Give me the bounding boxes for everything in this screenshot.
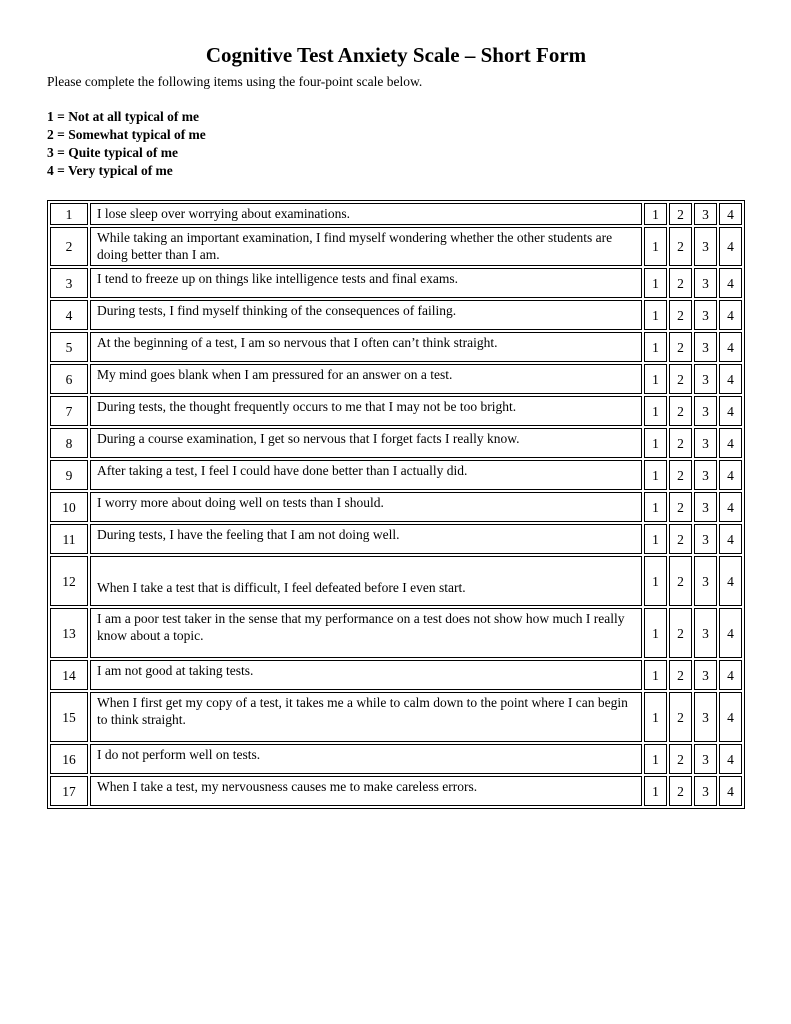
rating-option-3[interactable]: 3 bbox=[694, 744, 717, 774]
table-row bbox=[50, 428, 742, 458]
table-row bbox=[50, 268, 742, 298]
table-row bbox=[50, 776, 742, 806]
table-row bbox=[50, 492, 742, 522]
rating-option-2[interactable]: 2 bbox=[669, 608, 692, 658]
rating-option-1[interactable]: 1 bbox=[644, 460, 667, 490]
item-number: 6 bbox=[50, 364, 88, 394]
item-number: 4 bbox=[50, 300, 88, 330]
items-table bbox=[47, 200, 745, 809]
rating-option-3[interactable]: 3 bbox=[694, 364, 717, 394]
rating-option-4[interactable]: 4 bbox=[719, 268, 742, 298]
rating-option-4[interactable]: 4 bbox=[719, 556, 742, 606]
rating-option-4[interactable]: 4 bbox=[719, 300, 742, 330]
rating-option-4[interactable]: 4 bbox=[719, 460, 742, 490]
rating-option-1[interactable]: 1 bbox=[644, 268, 667, 298]
rating-option-2[interactable]: 2 bbox=[669, 332, 692, 362]
rating-option-3[interactable]: 3 bbox=[694, 556, 717, 606]
rating-option-3[interactable]: 3 bbox=[694, 332, 717, 362]
item-statement: During tests, I have the feeling that I am not doing well. bbox=[90, 524, 642, 554]
item-statement: At the beginning of a test, I am so nervous that I often can’t think straight. bbox=[90, 332, 642, 362]
rating-option-1[interactable]: 1 bbox=[644, 428, 667, 458]
rating-option-3[interactable]: 3 bbox=[694, 776, 717, 806]
rating-option-2[interactable]: 2 bbox=[669, 268, 692, 298]
rating-option-2[interactable]: 2 bbox=[669, 524, 692, 554]
rating-option-4[interactable]: 4 bbox=[719, 364, 742, 394]
rating-option-2[interactable]: 2 bbox=[669, 776, 692, 806]
item-statement: I am not good at taking tests. bbox=[90, 660, 642, 690]
scale-legend-item-1: 1 = Not at all typical of me bbox=[47, 109, 200, 124]
rating-option-4[interactable]: 4 bbox=[719, 492, 742, 522]
table-row bbox=[50, 660, 742, 690]
rating-option-3[interactable]: 3 bbox=[694, 428, 717, 458]
rating-option-3[interactable]: 3 bbox=[694, 396, 717, 426]
rating-option-1[interactable]: 1 bbox=[644, 692, 667, 742]
rating-option-2[interactable]: 2 bbox=[669, 460, 692, 490]
item-statement: After taking a test, I feel I could have done better than I actually did. bbox=[90, 460, 642, 490]
rating-option-2[interactable]: 2 bbox=[669, 744, 692, 774]
rating-option-1[interactable]: 1 bbox=[644, 744, 667, 774]
table-row bbox=[50, 332, 742, 362]
item-number: 16 bbox=[50, 744, 88, 774]
rating-option-3[interactable]: 3 bbox=[694, 608, 717, 658]
rating-option-3[interactable]: 3 bbox=[694, 203, 717, 225]
table-row bbox=[50, 300, 742, 330]
item-statement: When I take a test that is difficult, I feel defeated before I even start. bbox=[90, 556, 642, 606]
rating-option-1[interactable]: 1 bbox=[644, 332, 667, 362]
item-number: 12 bbox=[50, 556, 88, 606]
rating-option-1[interactable]: 1 bbox=[644, 203, 667, 225]
rating-option-3[interactable]: 3 bbox=[694, 660, 717, 690]
item-statement: While taking an important examination, I find myself wondering whether the other students are doing better than I am. bbox=[90, 227, 642, 266]
item-statement: When I first get my copy of a test, it takes me a while to calm down to the point where I can begin to think straight. bbox=[90, 692, 642, 742]
item-statement: I am a poor test taker in the sense that my performance on a test does not show how much I really know about a topic. bbox=[90, 608, 642, 658]
scale-legend-item-4: 4 = Very typical of me bbox=[47, 163, 173, 178]
rating-option-2[interactable]: 2 bbox=[669, 364, 692, 394]
rating-option-1[interactable]: 1 bbox=[644, 556, 667, 606]
item-statement: I lose sleep over worrying about examinations. bbox=[90, 203, 642, 225]
rating-option-2[interactable]: 2 bbox=[669, 300, 692, 330]
item-statement: When I take a test, my nervousness causes me to make careless errors. bbox=[90, 776, 642, 806]
table-row bbox=[50, 364, 742, 394]
item-number: 17 bbox=[50, 776, 88, 806]
rating-option-4[interactable]: 4 bbox=[719, 692, 742, 742]
item-statement: I worry more about doing well on tests than I should. bbox=[90, 492, 642, 522]
rating-option-1[interactable]: 1 bbox=[644, 660, 667, 690]
item-number: 8 bbox=[50, 428, 88, 458]
rating-option-4[interactable]: 4 bbox=[719, 396, 742, 426]
items-table-body bbox=[50, 203, 742, 806]
item-number: 2 bbox=[50, 227, 88, 266]
scale-legend-item-3: 3 = Quite typical of me bbox=[47, 145, 179, 160]
table-row bbox=[50, 203, 742, 225]
rating-option-1[interactable]: 1 bbox=[644, 776, 667, 806]
rating-option-4[interactable]: 4 bbox=[719, 776, 742, 806]
item-number: 7 bbox=[50, 396, 88, 426]
rating-option-4[interactable]: 4 bbox=[719, 203, 742, 225]
table-row bbox=[50, 692, 742, 742]
rating-option-2[interactable]: 2 bbox=[669, 227, 692, 266]
rating-option-2[interactable]: 2 bbox=[669, 428, 692, 458]
table-row bbox=[50, 608, 742, 658]
rating-option-1[interactable]: 1 bbox=[644, 396, 667, 426]
rating-option-1[interactable]: 1 bbox=[644, 227, 667, 266]
scale-legend-item-2: 2 = Somewhat typical of me bbox=[47, 127, 206, 142]
rating-option-2[interactable]: 2 bbox=[669, 203, 692, 225]
rating-option-4[interactable]: 4 bbox=[719, 524, 742, 554]
rating-option-1[interactable]: 1 bbox=[644, 300, 667, 330]
rating-option-4[interactable]: 4 bbox=[719, 744, 742, 774]
rating-option-1[interactable]: 1 bbox=[644, 492, 667, 522]
page-title: Cognitive Test Anxiety Scale – Short Form bbox=[205, 43, 587, 67]
rating-option-2[interactable]: 2 bbox=[669, 396, 692, 426]
rating-option-3[interactable]: 3 bbox=[694, 692, 717, 742]
table-row bbox=[50, 460, 742, 490]
item-number: 10 bbox=[50, 492, 88, 522]
item-statement: I tend to freeze up on things like intelligence tests and final exams. bbox=[90, 268, 642, 298]
rating-option-3[interactable]: 3 bbox=[694, 524, 717, 554]
rating-option-2[interactable]: 2 bbox=[669, 556, 692, 606]
rating-option-3[interactable]: 3 bbox=[694, 227, 717, 266]
rating-option-4[interactable]: 4 bbox=[719, 608, 742, 658]
rating-option-3[interactable]: 3 bbox=[694, 268, 717, 298]
item-statement: My mind goes blank when I am pressured for an answer on a test. bbox=[90, 364, 642, 394]
table-row bbox=[50, 396, 742, 426]
item-statement: During a course examination, I get so nervous that I forget facts I really know. bbox=[90, 428, 642, 458]
item-number: 14 bbox=[50, 660, 88, 690]
rating-option-2[interactable]: 2 bbox=[669, 492, 692, 522]
rating-option-4[interactable]: 4 bbox=[719, 227, 742, 266]
rating-option-3[interactable]: 3 bbox=[694, 492, 717, 522]
rating-option-4[interactable]: 4 bbox=[719, 428, 742, 458]
item-number: 1 bbox=[50, 203, 88, 225]
item-number: 15 bbox=[50, 692, 88, 742]
scale-legend bbox=[47, 108, 745, 180]
item-number: 3 bbox=[50, 268, 88, 298]
table-row bbox=[50, 744, 742, 774]
item-statement: During tests, I find myself thinking of the consequences of failing. bbox=[90, 300, 642, 330]
item-statement: I do not perform well on tests. bbox=[90, 744, 642, 774]
rating-option-4[interactable]: 4 bbox=[719, 660, 742, 690]
item-number: 5 bbox=[50, 332, 88, 362]
rating-option-1[interactable]: 1 bbox=[644, 608, 667, 658]
table-row bbox=[50, 227, 742, 266]
rating-option-1[interactable]: 1 bbox=[644, 364, 667, 394]
rating-option-3[interactable]: 3 bbox=[694, 460, 717, 490]
item-number: 13 bbox=[50, 608, 88, 658]
instructions-text: Please complete the following items using the four-point scale below. bbox=[47, 74, 423, 89]
table-row bbox=[50, 524, 742, 554]
table-row bbox=[50, 556, 742, 606]
rating-option-3[interactable]: 3 bbox=[694, 300, 717, 330]
rating-option-1[interactable]: 1 bbox=[644, 524, 667, 554]
item-statement: During tests, the thought frequently occurs to me that I may not be too bright. bbox=[90, 396, 642, 426]
rating-option-2[interactable]: 2 bbox=[669, 660, 692, 690]
rating-option-2[interactable]: 2 bbox=[669, 692, 692, 742]
item-number: 9 bbox=[50, 460, 88, 490]
rating-option-4[interactable]: 4 bbox=[719, 332, 742, 362]
item-number: 11 bbox=[50, 524, 88, 554]
